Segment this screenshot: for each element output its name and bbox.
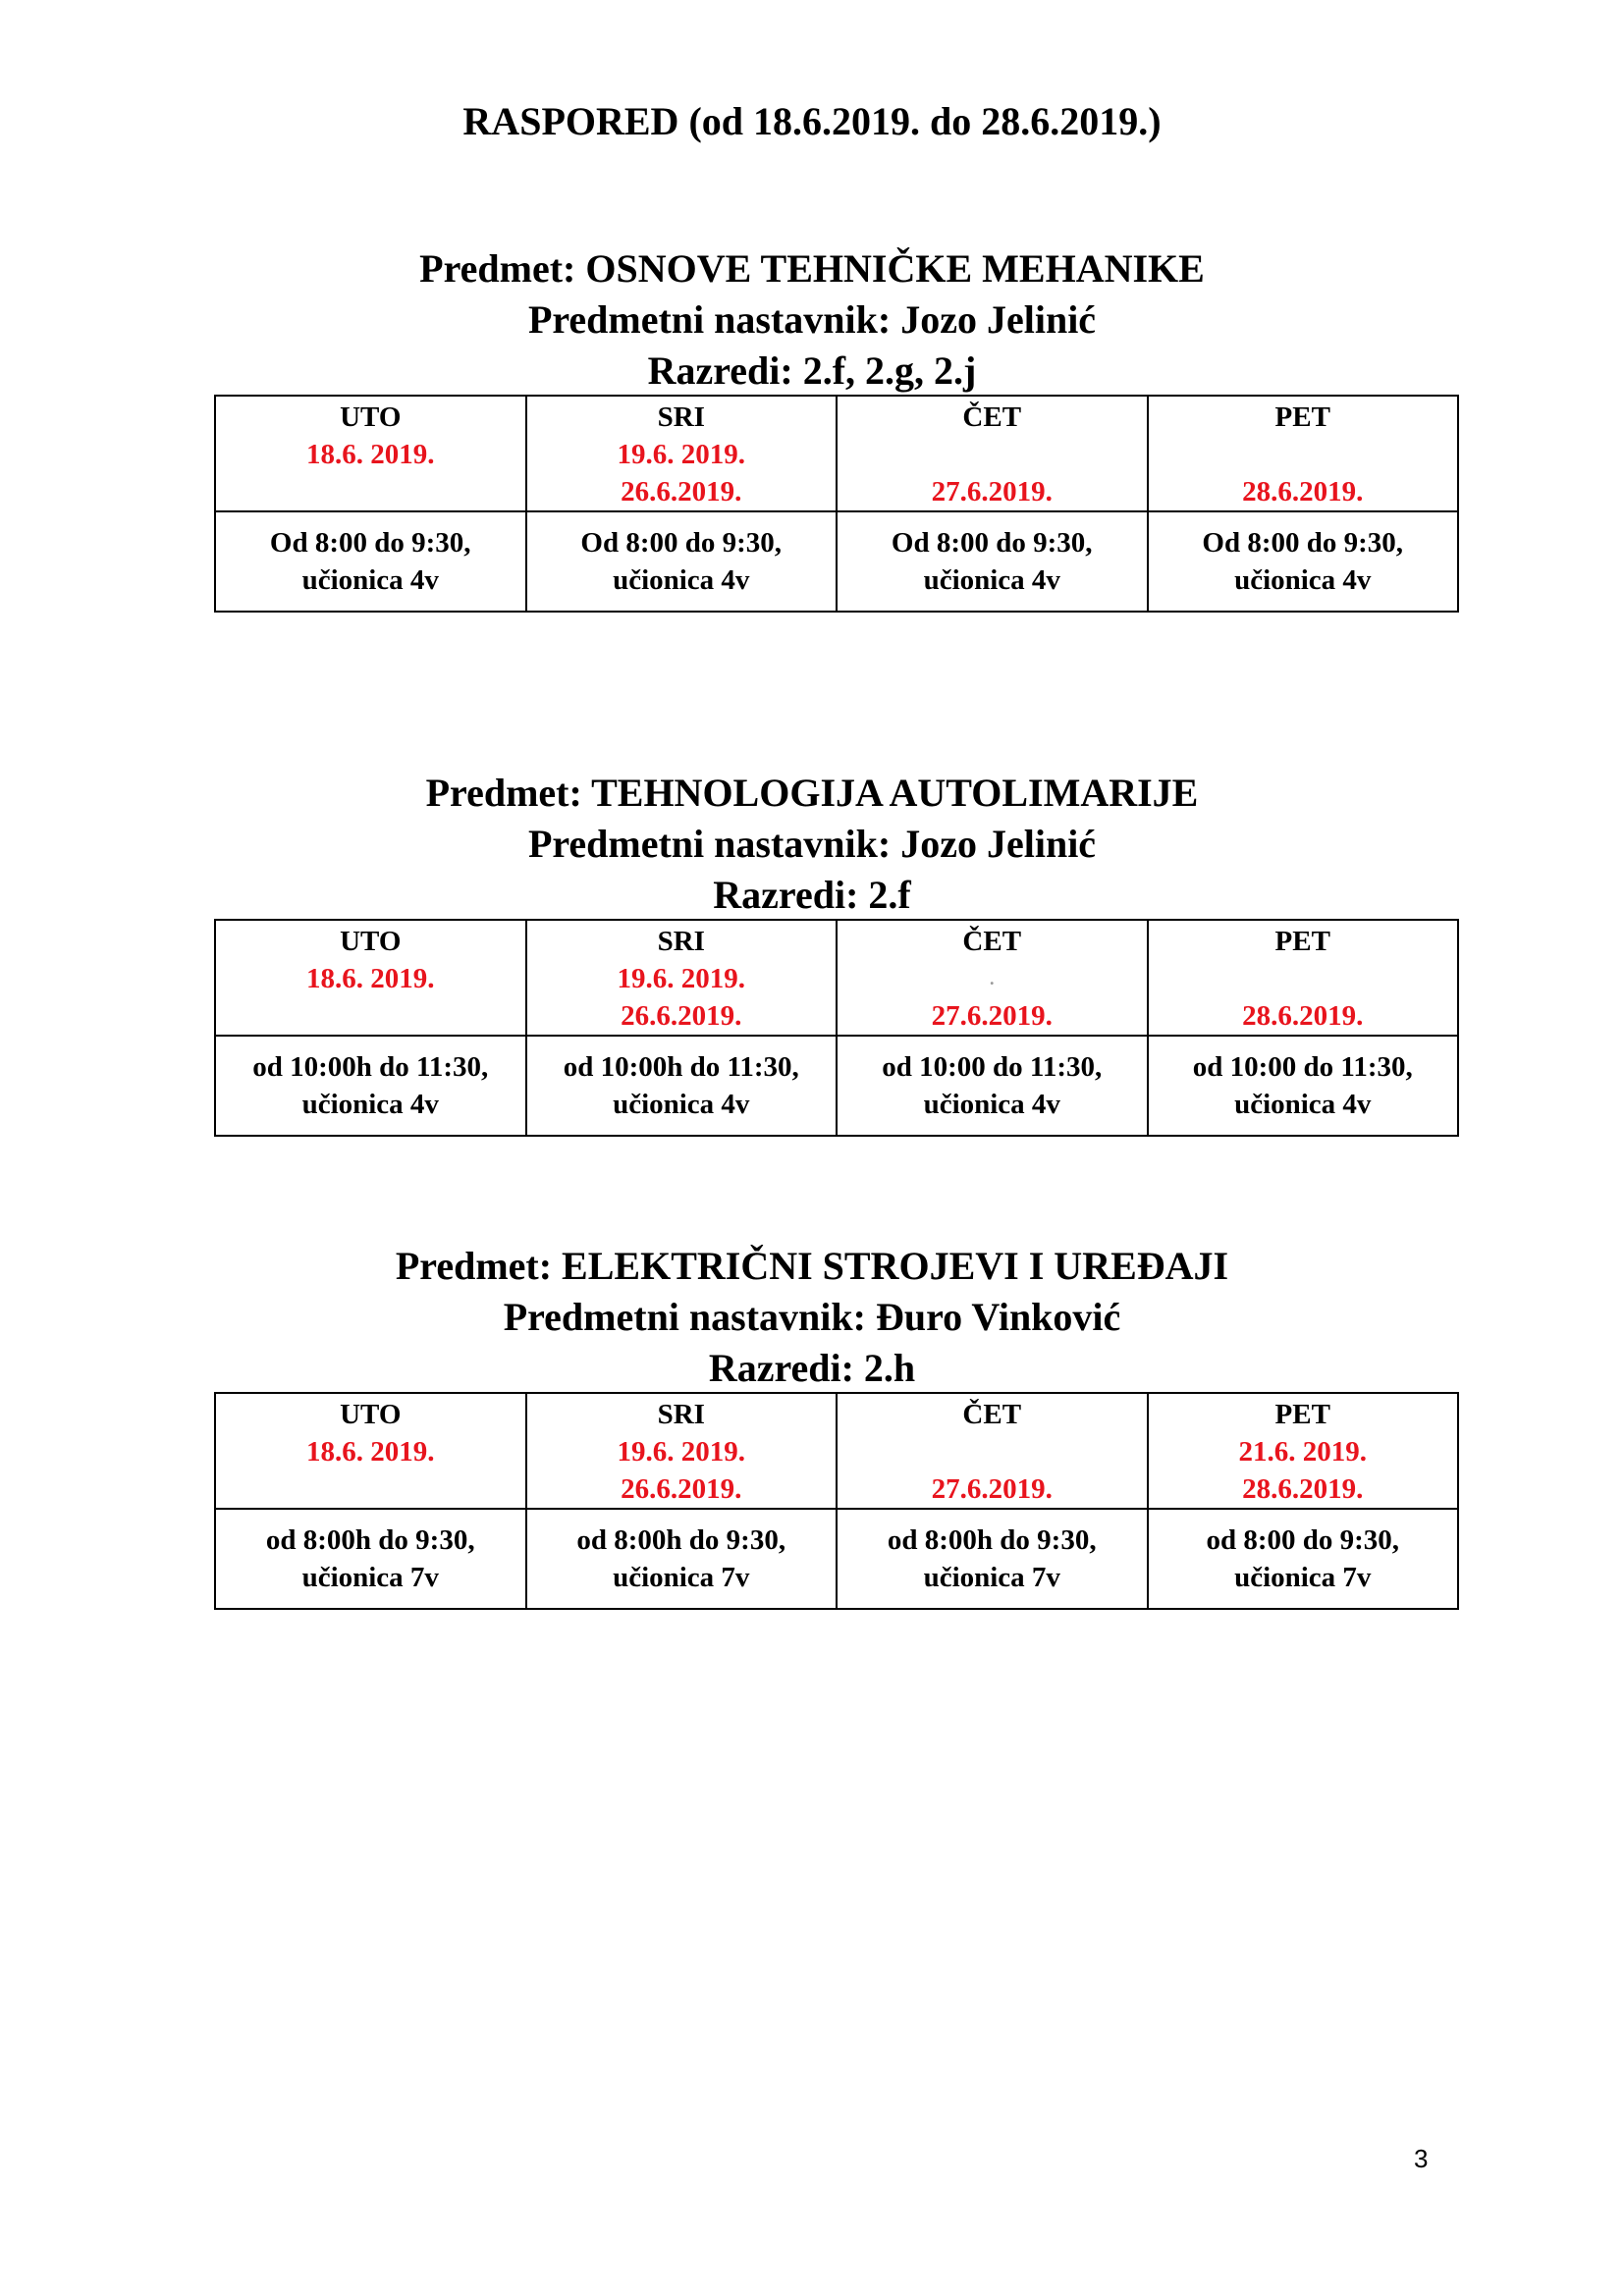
day-label: PET (1274, 401, 1330, 433)
time-range: od 8:00 do 9:30, (1206, 1524, 1400, 1556)
time-range: od 10:00 do 11:30, (1192, 1051, 1413, 1083)
subject-heading: Predmet: ELEKTRIČNI STROJEVI I UREĐAJI (395, 1244, 1229, 1288)
time-cell (1148, 511, 1459, 612)
teacher-heading: Predmetni nastavnik: Jozo Jelinić (527, 297, 1097, 342)
time-range: od 8:00h do 9:30, (887, 1524, 1097, 1556)
date-label: 26.6.2019. (621, 476, 742, 507)
date-label: 21.6. 2019. (1238, 1436, 1367, 1468)
teacher-heading: Predmetni nastavnik: Jozo Jelinić (527, 822, 1097, 866)
time-cell (215, 511, 526, 612)
date-label: 27.6.2019. (931, 476, 1053, 507)
day-cell-pet (1148, 396, 1459, 511)
day-label: SRI (657, 401, 705, 433)
day-cell-pet (1148, 1393, 1459, 1509)
date-label: 28.6.2019. (1242, 476, 1364, 507)
time-cell (837, 1036, 1148, 1136)
time-cell (526, 1509, 838, 1609)
room-label: učionica 4v (613, 1089, 750, 1120)
day-label: SRI (657, 1399, 705, 1430)
time-cell (837, 1509, 1148, 1609)
room-label: učionica 4v (923, 1089, 1060, 1120)
date-label: 26.6.2019. (621, 1000, 742, 1032)
schedule-table-2 (214, 919, 1459, 1137)
room-label: učionica 4v (301, 564, 439, 596)
time-range: Od 8:00 do 9:30, (269, 527, 471, 559)
day-cell-sri (526, 1393, 838, 1509)
table-row (215, 511, 1458, 612)
time-cell (215, 1509, 526, 1609)
date-label: 18.6. 2019. (306, 439, 435, 470)
time-range: Od 8:00 do 9:30, (1202, 527, 1404, 559)
time-range: od 10:00h do 11:30, (252, 1051, 489, 1083)
day-cell-sri (526, 920, 838, 1036)
time-range: od 8:00h do 9:30, (265, 1524, 475, 1556)
day-label: SRI (657, 926, 705, 957)
date-label: 18.6. 2019. (306, 1436, 435, 1468)
day-label: ČET (962, 1399, 1022, 1430)
subject-heading: Predmet: TEHNOLOGIJA AUTOLIMARIJE (425, 771, 1199, 815)
classes-heading: Razredi: 2.f, 2.g, 2.j (647, 348, 977, 393)
schedule-section-2 (0, 768, 1624, 921)
time-cell (526, 511, 838, 612)
time-cell (1148, 1036, 1459, 1136)
schedule-table-1 (214, 395, 1459, 613)
time-range: od 10:00h do 11:30, (563, 1051, 799, 1083)
schedule-table-3 (214, 1392, 1459, 1610)
day-label: ČET (962, 401, 1022, 433)
day-cell-uto (215, 1393, 526, 1509)
room-label: učionica 7v (301, 1562, 439, 1593)
day-cell-pet (1148, 920, 1459, 1036)
room-label: učionica 7v (613, 1562, 750, 1593)
classes-heading: Razredi: 2.h (708, 1346, 916, 1390)
room-label: učionica 4v (301, 1089, 439, 1120)
table-header-row (215, 1393, 1458, 1509)
day-cell-uto (215, 920, 526, 1036)
time-cell (837, 511, 1148, 612)
day-cell-cet (837, 1393, 1148, 1509)
day-label: PET (1274, 1399, 1330, 1430)
date-label: 19.6. 2019. (617, 963, 745, 994)
day-cell-cet (837, 920, 1148, 1036)
date-label: 26.6.2019. (621, 1473, 742, 1505)
table-header-row (215, 920, 1458, 1036)
time-cell (1148, 1509, 1459, 1609)
page-title: RASPORED (od 18.6.2019. do 28.6.2019.) (462, 99, 1162, 143)
date-label: 27.6.2019. (931, 1473, 1053, 1505)
time-cell (215, 1036, 526, 1136)
date-label: 18.6. 2019. (306, 963, 435, 994)
day-label: UTO (340, 926, 402, 957)
room-label: učionica 7v (1234, 1562, 1372, 1593)
room-label: učionica 4v (923, 564, 1060, 596)
room-label: učionica 4v (1234, 1089, 1372, 1120)
schedule-section-3 (0, 1241, 1624, 1394)
subject-heading: Predmet: OSNOVE TEHNIČKE MEHANIKE (419, 246, 1205, 291)
room-label: učionica 4v (613, 564, 750, 596)
room-label: učionica 7v (923, 1562, 1060, 1593)
day-label: PET (1274, 926, 1330, 957)
date-label: 19.6. 2019. (617, 1436, 745, 1468)
date-label: 19.6. 2019. (617, 439, 745, 470)
day-label: UTO (340, 1399, 402, 1430)
day-cell-sri (526, 396, 838, 511)
table-row (215, 1509, 1458, 1609)
stray-dot: . (990, 969, 995, 988)
table-header-row (215, 396, 1458, 511)
date-label: 28.6.2019. (1242, 1000, 1364, 1032)
time-range: Od 8:00 do 9:30, (891, 527, 1093, 559)
room-label: učionica 4v (1234, 564, 1372, 596)
time-range: od 10:00 do 11:30, (882, 1051, 1103, 1083)
time-range: od 8:00h do 9:30, (576, 1524, 786, 1556)
day-cell-uto (215, 396, 526, 511)
classes-heading: Razredi: 2.f (713, 873, 911, 917)
day-label: UTO (340, 401, 402, 433)
schedule-section-1 (0, 243, 1624, 397)
table-row (215, 1036, 1458, 1136)
day-cell-cet (837, 396, 1148, 511)
date-label: 28.6.2019. (1242, 1473, 1364, 1505)
time-range: Od 8:00 do 9:30, (580, 527, 783, 559)
date-label: 27.6.2019. (931, 1000, 1053, 1032)
teacher-heading: Predmetni nastavnik: Đuro Vinković (503, 1295, 1121, 1339)
time-cell (526, 1036, 838, 1136)
page-number: 3 (1414, 2144, 1429, 2173)
day-label: ČET (962, 926, 1022, 957)
